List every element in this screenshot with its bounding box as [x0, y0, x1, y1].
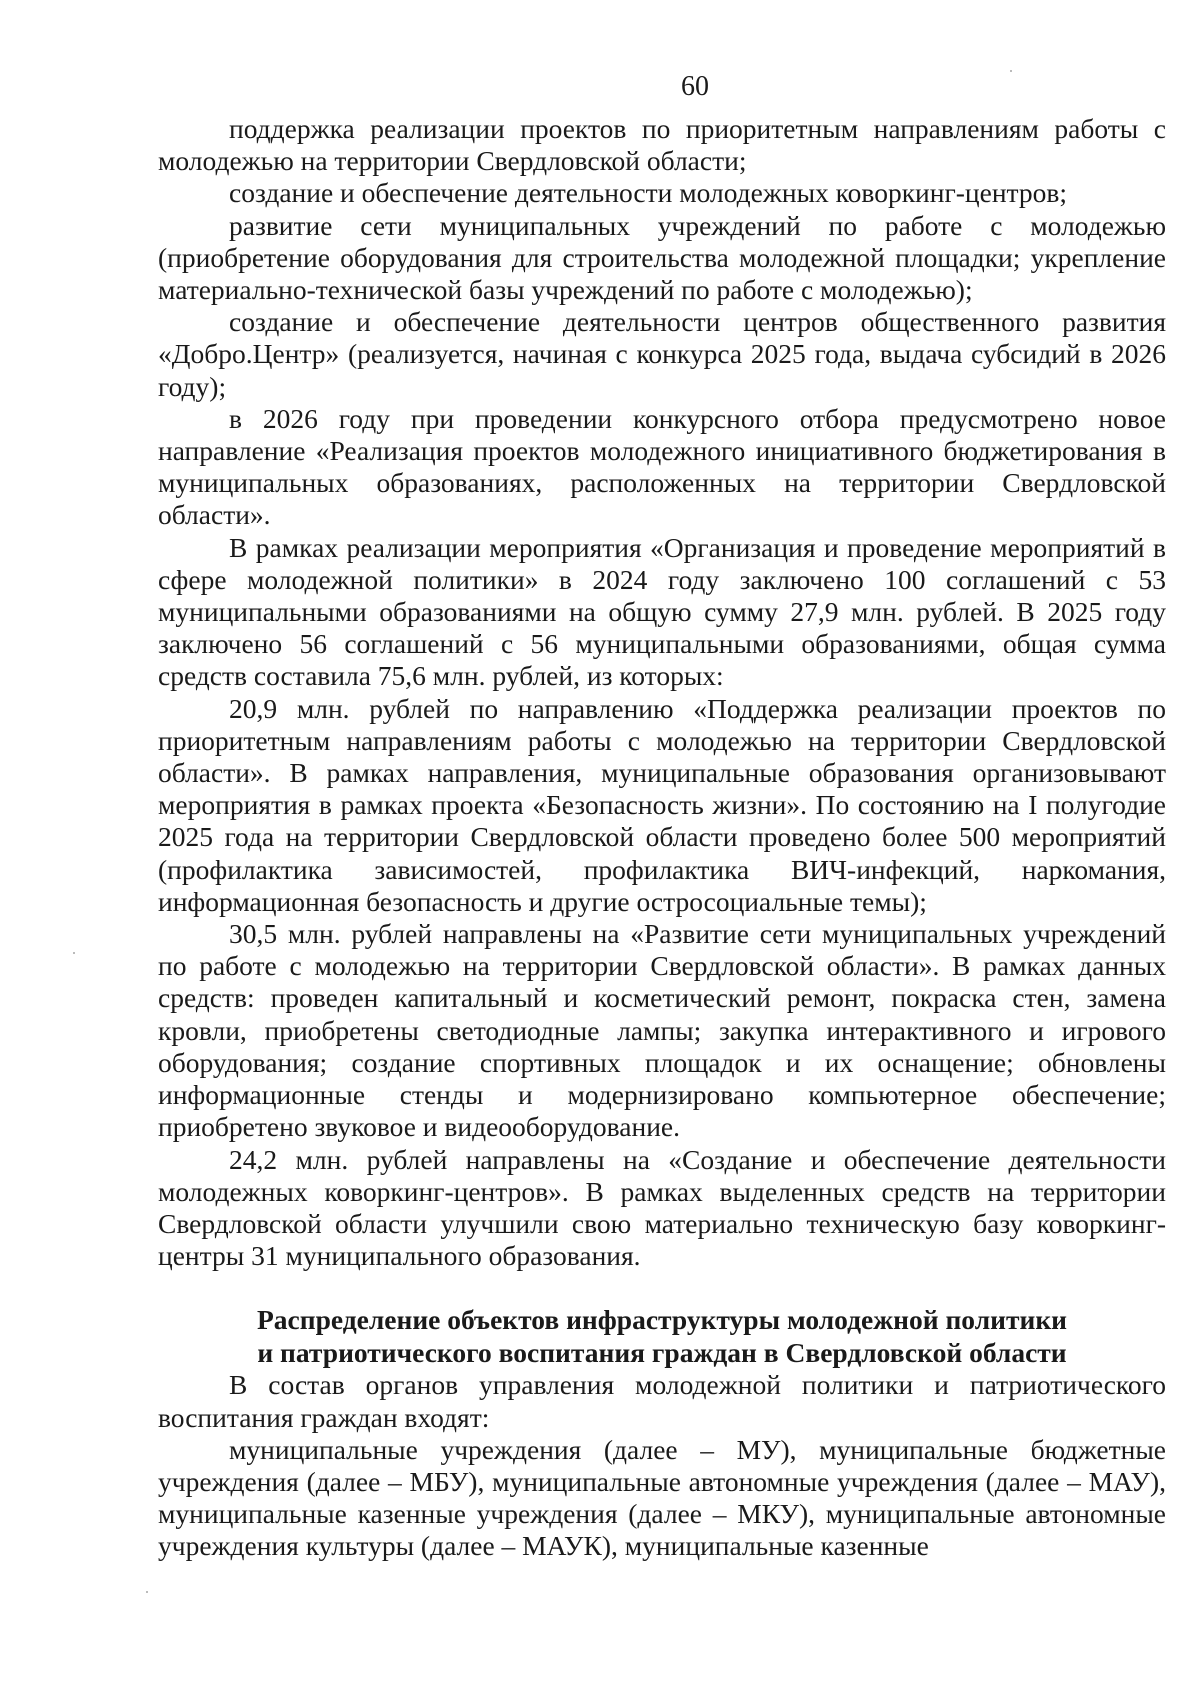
paragraph-management-bodies: В состав органов управления молодежной политики и патриотического воспитания граждан входят: [158, 1369, 1166, 1433]
paragraph-dobro-center: создание и обеспечение деятельности центров общественного развития «Добро.Центр» (реализуется, начиная с конкурса 2025 года, выдача субсидий в 2026 году); [158, 306, 1166, 402]
paragraph-funding-30-5: 30,5 млн. рублей направлены на «Развитие сети муниципальных учреждений по работе с молодежью на территории Свердловской области». В рамках данных средств: проведен капитальный и косметический ремонт, покраска стен, замена кровли, приобретены светодиодные лампы; закупка интерактивного и игрового оборудования; создание спортивных площадок и их оснащение; обновлены информационные стенды и модернизировано компьютерное обеспечение; приобретено звуковое и видеооборудование. [158, 918, 1166, 1143]
document-body [158, 113, 1166, 1563]
paragraph-network-development: развитие сети муниципальных учреждений по работе с молодежью (приобретение оборудования для строительства молодежной площадки; укрепление материально-технической базы учреждений по работе с молодежью); [158, 209, 1166, 306]
paragraph-funding-24-2: 24,2 млн. рублей направлены на «Создание и обеспечение деятельности молодежных коворкинг-центров». В рамках выделенных средств на территории Свердловской области улучшили свою материально техническую базу коворкинг-центры 31 муниципального образования. [158, 1143, 1166, 1272]
section-heading-line-1: Распределение объектов инфраструктуры молодежной политики [256, 1304, 1068, 1336]
scan-speck [146, 1591, 148, 1593]
page-number: 60 [681, 71, 709, 102]
paragraph-institution-types: муниципальные учреждения (далее – МУ), муниципальные бюджетные учреждения (далее – МБУ), муниципальные автономные учреждения (далее – МАУ), муниципальные казенные учреждения (далее – МКУ), муниципальные автономные учреждения культуры (далее – МАУК), муниципальные казенные [158, 1433, 1166, 1562]
paragraph-initiative-budgeting: в 2026 году при проведении конкурсного отбора предусмотрено новое направление «Реализация проектов молодежного инициативного бюджетирования в муниципальных образованиях, расположенных на территории Свердловской области». [158, 402, 1166, 531]
scan-speck [73, 952, 75, 954]
paragraph-coworking-centers: создание и обеспечение деятельности молодежных коворкинг-центров; [229, 177, 1068, 209]
section-heading [158, 1303, 1166, 1369]
paragraph-support-projects: поддержка реализации проектов по приоритетным направлениям работы с молодежью на территории Свердловской области; [158, 113, 1166, 177]
section-heading-line-2: и патриотического воспитания граждан в Свердловской области [257, 1337, 1067, 1369]
paragraph-funding-20-9: 20,9 млн. рублей по направлению «Поддержка реализации проектов по приоритетным направлениям работы с молодежью на территории Свердловской области». В рамках направления, муниципальные образования организовывают мероприятия в рамках проекта «Безопасность жизни». По состоянию на I полугодие 2025 года на территории Свердловской области проведено более 500 мероприятий (профилактика зависимостей, профилактика ВИЧ-инфекций, наркомания, информационная безопасность и другие остросоциальные темы); [158, 692, 1166, 917]
paragraph-agreements: В рамках реализации мероприятия «Организация и проведение мероприятий в сфере молодежной политики» в 2024 году заключено 100 соглашений с 53 муниципальными образованиями на общую сумму 27,9 млн. рублей. В 2025 году заключено 56 соглашений с 56 муниципальными образованиями, общая сумма средств составила 75,6 млн. рублей, из которых: [158, 531, 1166, 692]
scan-speck [1010, 70, 1012, 72]
